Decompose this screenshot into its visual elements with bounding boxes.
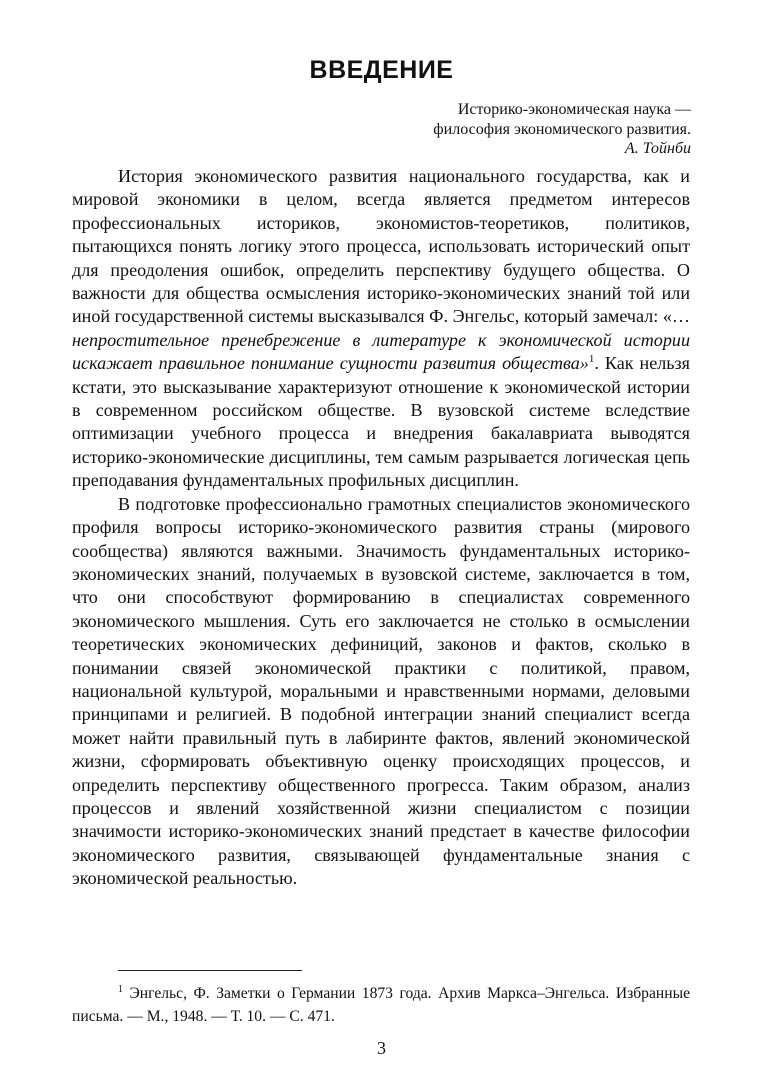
footnote — [72, 982, 690, 1028]
epigraph-line-1: Историко-экономическая наука — — [457, 101, 691, 118]
engels-quote: непростительное пренебрежение в литературе к экономической истории искажает правильное понимание сущности развития общества» — [72, 329, 690, 374]
epigraph — [271, 100, 691, 159]
footnote-text: Энгельс, Ф. Заметки о Германии 1873 года. Архив Маркса–Энгельса. Избранные письма. — М., 1948. — Т. 10. — С. 471. — [72, 985, 690, 1025]
page-number: 3 — [377, 1038, 386, 1058]
body-text — [72, 165, 690, 891]
paragraph-1-continuation: . Как нельзя кстати, это высказывание характеризуют отношение к экономической истории в современном российском обществе. В вузовской системе вследствие оптимизации учебного процесса и внедрения бакалавриата выводятся историко-экономические дисциплины, тем самым разрывается логическая цепь преподавания фундаментальных профильных дисциплин. — [72, 353, 690, 491]
footnote-mark: 1 — [118, 984, 123, 995]
paragraph-1 — [72, 165, 690, 493]
epigraph-line-2: философия экономического развития. — [433, 120, 691, 138]
footnote-reference[interactable]: 1 — [588, 353, 595, 366]
epigraph-author: А. Тойнби — [624, 140, 691, 157]
paragraph-1-text: История экономического развития национального государства, как и мировой экономики в целом, всегда является предметом интересов профессиональных историков, экономистов-теоретиков, политиков, пытающихся понять логику этого процесса, использовать исторический опыт для преодоления ошибок, определить перспективу будущего общества. О важности для общества осмысления историко-экономических знаний той или иной государственной системы высказывался Ф. Энгельс, который замечал: «… — [72, 166, 690, 327]
page-title: ВВЕДЕНИЕ — [309, 56, 454, 84]
footnote-separator — [118, 970, 302, 971]
paragraph-2: В подготовке профессионально грамотных специалистов экономического профиля вопросы историко-экономического развития страны (мирового сообщества) являются важными. Значимость фундаментальных историко-экономических знаний, получаемых в вузовской системе, заключается в том, что они способствуют формированию в специалистах современного экономического мышления. Суть его заключается не столько в осмыслении теоретических экономических дефиниций, законов и фактов, сколько в понимании связей экономической практики с политикой, правом, национальной культурой, моральными и нравственными нормами, деловыми принципами и религией. В подобной интеграции знаний специалист всегда может найти правильный путь в лабиринте фактов, явлений экономической жизни, сформировать объективную оценку происходящих процессов, и определить перспективу общественного прогресса. Таким образом, анализ процессов и явлений хозяйственной жизни специалистом с позиции значимости историко-экономических знаний предстает в качестве философии экономического развития, связывающей фундаментальные знания с экономической реальностью. — [72, 493, 690, 889]
